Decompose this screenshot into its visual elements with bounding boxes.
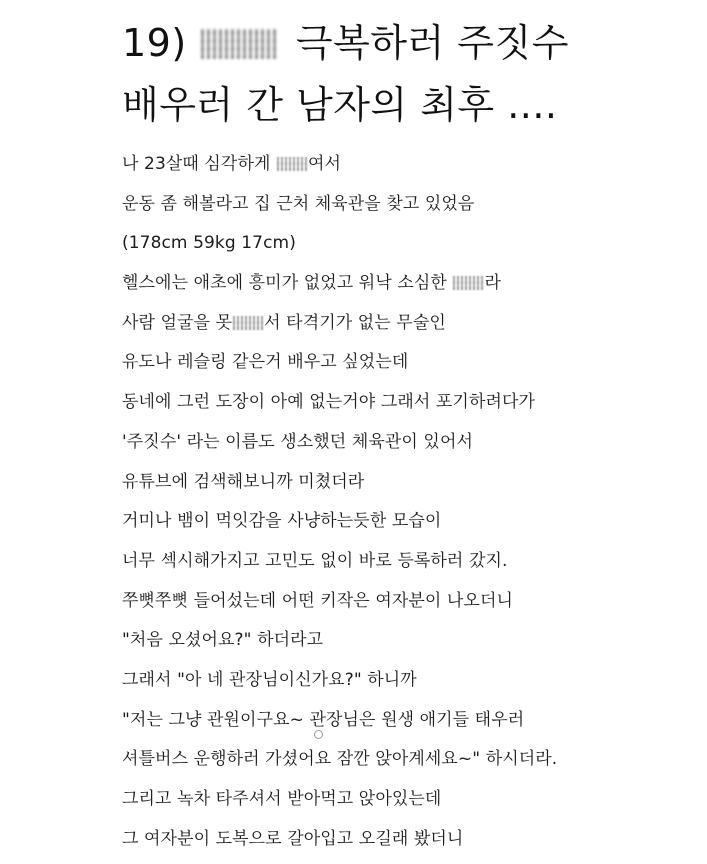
censored-word — [453, 276, 483, 290]
body-line: 그리고 녹차 타주셔서 받아먹고 앉아있는데 — [122, 789, 442, 809]
censored-word — [233, 316, 263, 330]
body-line: 그 여자분이 도복으로 갈아입고 오길래 봤더니 — [122, 828, 464, 849]
body-line: 운동 좀 해볼라고 집 근처 체육관을 찾고 있었음 — [122, 193, 475, 214]
title-line-1 — [122, 12, 682, 74]
body-line: 쭈뼛쭈뼛 들어섰는데 어떤 키작은 여자분이 나오더니 — [122, 590, 514, 611]
body-line: 유도나 레슬링 같은거 배우고 싶었는데 — [122, 352, 409, 373]
body-line: 거미나 뱀이 먹잇감을 사냥하는듯한 모습이 — [122, 511, 442, 532]
body-line-text: 나 23살때 심각하게 — [122, 154, 271, 174]
body-line — [122, 309, 692, 349]
body-line-text: 서 타격기가 없는 무술인 — [264, 312, 446, 333]
censored-word — [277, 157, 307, 171]
body-line: 그래서 "아 네 관장님이신가요?" 하니까 — [122, 669, 417, 690]
body-line-text: 헬스에는 애초에 흥미가 없었고 워낙 소심한 — [122, 273, 447, 294]
body-line-text: 여서 — [308, 154, 342, 174]
body-line: 동네에 그런 도장이 아예 없는거야 그래서 포기하려다가 — [122, 392, 536, 413]
body-line: (178cm 59kg 17cm) — [122, 233, 296, 254]
title-prefix: 19) — [122, 21, 187, 65]
title-line-1-text: 극복하러 주짓수 — [295, 21, 569, 65]
article-body — [122, 150, 692, 864]
body-line-text: 라 — [484, 273, 501, 294]
body-line: "저는 그냥 관원이구요~ 관장님은 원생 애기들 태우러 — [122, 709, 525, 730]
body-line — [122, 269, 692, 309]
body-line: 너무 섹시해가지고 고민도 없이 바로 등록하러 갔지. — [122, 550, 508, 571]
title-line-2: 배우러 간 남자의 최후 .... — [122, 83, 558, 127]
body-line: '주짓수' 라는 이름도 생소했던 체육관이 있어서 — [122, 431, 473, 452]
censored-word — [201, 29, 279, 59]
body-line: "처음 오셨어요?" 하더라고 — [122, 630, 324, 651]
body-line — [122, 150, 692, 190]
article-title — [122, 12, 682, 136]
body-line-text: 사람 얼굴을 못 — [122, 312, 233, 333]
body-line: 셔틀버스 운행하러 가셨어요 잠깐 앉아계세요~" 하시더라. — [122, 749, 558, 770]
body-line: 유튜브에 검색해보니까 미쳤더라 — [122, 471, 365, 492]
cursor-indicator-icon — [314, 730, 323, 739]
